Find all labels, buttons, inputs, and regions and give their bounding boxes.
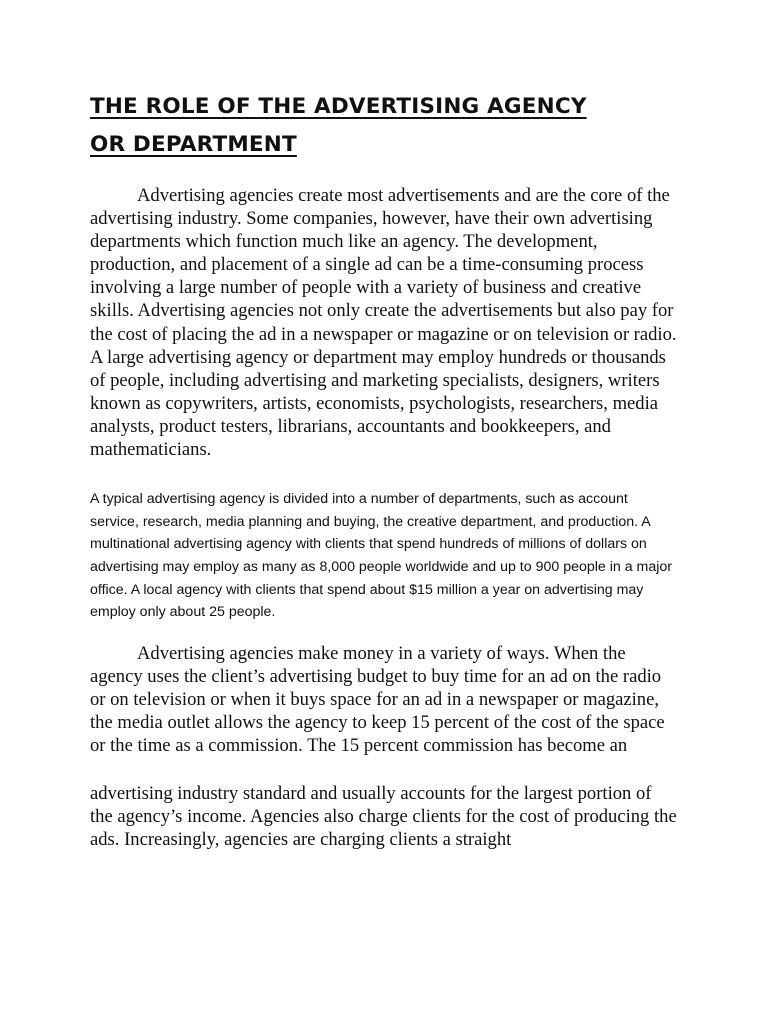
paragraph-agency-structure: A typical advertising agency is divided into a number of departments, such as account service, research, media planning and buying, the creative department, and production. A multinational advertising agency with clients that spend hundreds of millions of dollars on advertising may employ as many as 8,000 people worldwide and up to 900 people in a major office. A local agency with clients that spend about $15 million a year on advertising may employ only about 25 people. <box>90 491 673 621</box>
document-title <box>90 88 678 164</box>
title-line-1: THE ROLE OF THE ADVERTISING AGENCY <box>90 94 587 119</box>
title-line-2: OR DEPARTMENT <box>90 132 297 157</box>
paragraph-commission-continued: advertising industry standard and usually accounts for the largest portion of the agency’s income. Agencies also charge clients for the cost of producing the ads. Increasingly, agencies are charging clients a straight <box>90 783 677 851</box>
paragraph-intro: Advertising agencies create most advertisements and are the core of the advertising industry. Some companies, however, have their own advertising departments which function much like an agency. The development, production, and placement of a single ad can be a time-consuming process involving a large number of people with a variety of business and creative skills. Advertising agencies not only create the advertisements but also pay for the cost of placing the ad in a newspaper or magazine or on television or radio. A large advertising agency or department may employ hundreds or thousands of people, including advertising and marketing specialists, designers, writers known as copywriters, artists, economists, psychologists, researchers, media analysts, product testers, librarians, accountants and bookkeepers, and mathematicians. <box>90 185 677 461</box>
paragraph-agency-income: Advertising agencies make money in a variety of ways. When the agency uses the client’s advertising budget to buy time for an ad on the radio or on television or when it buys space for an ad in a newspaper or magazine, the media outlet allows the agency to keep 15 percent of the cost of the space or the time as a commission. The 15 percent commission has become an <box>90 642 665 757</box>
